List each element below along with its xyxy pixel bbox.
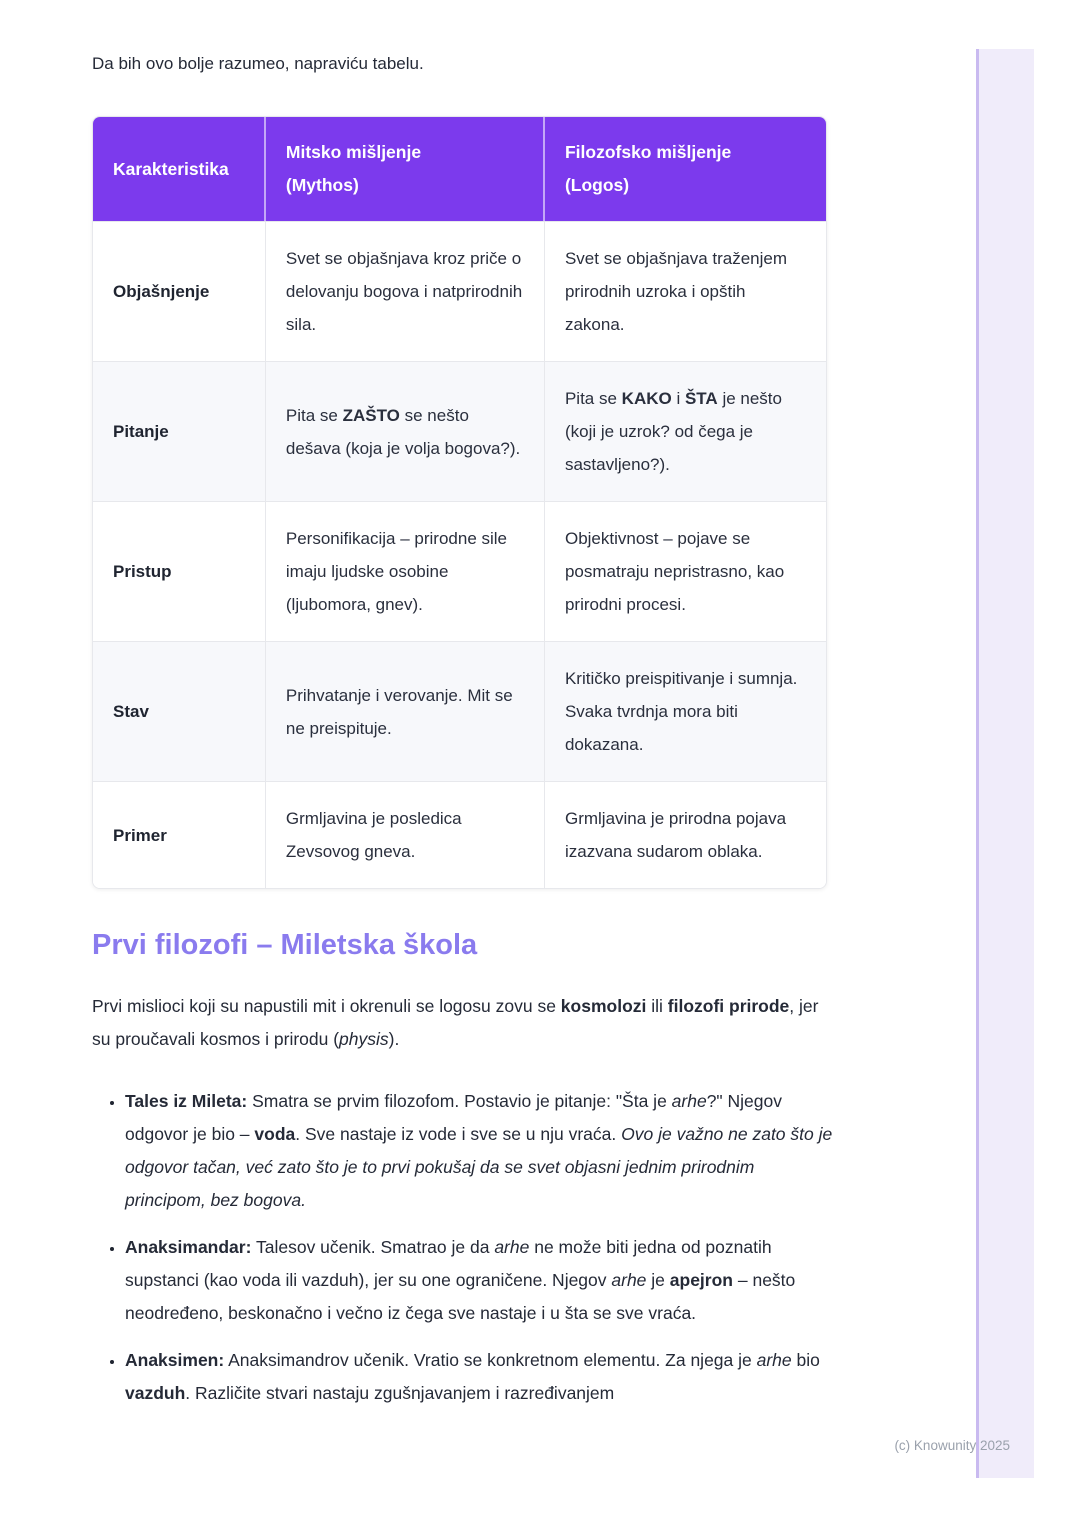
mythos-cell: Pita se ZAŠTO se nešto dešava (koja je volja bogova?). (266, 361, 545, 501)
table-row-pristup (93, 501, 826, 641)
table-header-mitsko-misljenje (266, 117, 545, 221)
logos-cell: Pita se KAKO i ŠTA je nešto (koji je uzrok? od čega je sastavljeno?). (545, 361, 826, 501)
table-row-primer (93, 781, 826, 888)
section-paragraph: Prvi mislioci koji su napustili mit i okrenuli se logosu zovu se kosmolozi ili filozofi prirode, jer su proučavali kosmos i prirodu (physis). (92, 996, 819, 1049)
table-row-objasnjenje (93, 221, 826, 361)
comparison-table-wrapper (92, 116, 827, 889)
header-line: Filozofsko mišljenje (564, 142, 732, 162)
mythos-cell: Svet se objašnjava kroz priče o delovanju bogova i natprirodnih sila. (266, 221, 545, 361)
philosophers-list (92, 1085, 835, 1410)
row-label: Objašnjenje (93, 221, 266, 361)
header-line: Karakteristika (113, 158, 229, 179)
row-label: Pitanje (93, 361, 266, 501)
table-header-row (93, 117, 826, 221)
row-label: Primer (93, 781, 266, 888)
footer-credit: (c) Knowunity 2025 (894, 1438, 1010, 1453)
table-header-karakteristika (93, 117, 266, 221)
table-row-stav (93, 641, 826, 781)
header-line: Mitsko mišljenje (285, 142, 422, 162)
row-label: Pristup (93, 501, 266, 641)
section-heading: Prvi filozofi – Miletska škola (92, 929, 478, 961)
mythos-cell: Prihvatanje i verovanje. Mit se ne preispituje. (266, 641, 545, 781)
mythos-cell: Grmljavina je posledica Zevsovog gneva. (266, 781, 545, 888)
list-item-anaksimandar: • Anaksimandar: Talesov učenik. Smatrao je da arhe ne može biti jedna od poznatih supstanci (kao voda ili vazduh), jer su one ograničene. Njegov arhe je apejron – nešto neodređeno, beskonačno i večno iz čega sve nastaje i u šta se sve vraća. (125, 1231, 835, 1330)
table-header-filozofsko-misljenje (545, 117, 826, 221)
intro-paragraph: Da bih ovo bolje razumeo, napraviću tabelu. (92, 54, 424, 73)
logos-cell: Svet se objašnjava traženjem prirodnih uzroka i opštih zakona. (545, 221, 826, 361)
comparison-table (93, 117, 826, 888)
list-item-anaksimen: • Anaksimen: Anaksimandrov učenik. Vratio se konkretnom elementu. Za njega je arhe bio vazduh. Različite stvari nastaju zgušnjavanjem i razređivanjem (125, 1344, 835, 1410)
document-content (92, 52, 835, 1424)
row-label: Stav (93, 641, 266, 781)
header-line: (Logos) (564, 175, 630, 195)
page-margin-highlight-bar (976, 49, 1034, 1478)
header-line: (Mythos) (285, 175, 359, 195)
table-row-pitanje (93, 361, 826, 501)
mythos-cell: Personifikacija – prirodne sile imaju ljudske osobine (ljubomora, gnev). (266, 501, 545, 641)
logos-cell: Objektivnost – pojave se posmatraju nepristrasno, kao prirodni procesi. (545, 501, 826, 641)
logos-cell: Grmljavina je prirodna pojava izazvana sudarom oblaka. (545, 781, 826, 888)
logos-cell: Kritičko preispitivanje i sumnja. Svaka tvrdnja mora biti dokazana. (545, 641, 826, 781)
list-item-tales: • Tales iz Mileta: Smatra se prvim filozofom. Postavio je pitanje: "Šta je arhe?" Njegov odgovor je bio – voda. Sve nastaje iz vode i sve se u nju vraća. Ovo je važno ne zato što je odgovor tačan, već zato što je to prvi pokušaj da se svet objasni jednim prirodnim principom, bez bogova. (125, 1085, 835, 1217)
